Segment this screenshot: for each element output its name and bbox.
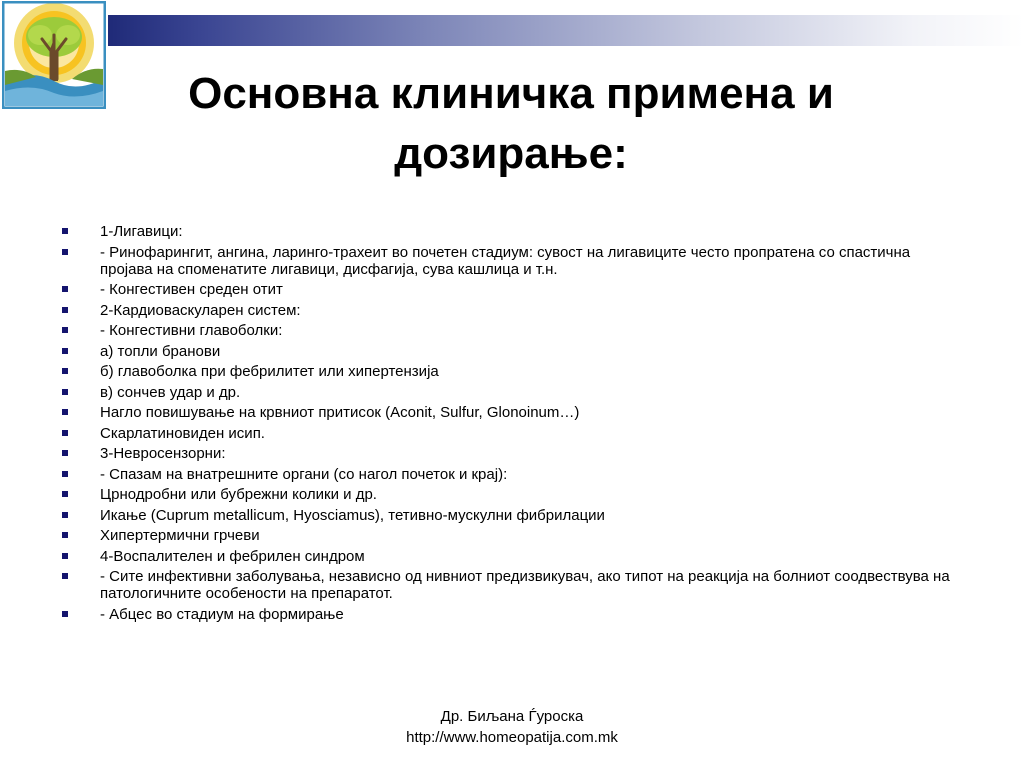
square-bullet-icon bbox=[62, 286, 68, 292]
bullet-list bbox=[60, 223, 950, 626]
square-bullet-icon bbox=[62, 532, 68, 538]
bullet-item bbox=[60, 568, 950, 602]
bullet-item bbox=[60, 466, 950, 483]
bullet-text: а) топли бранови bbox=[100, 342, 221, 360]
square-bullet-icon bbox=[62, 327, 68, 333]
slide-title-line-2: дозирање: bbox=[394, 129, 628, 178]
square-bullet-icon bbox=[62, 348, 68, 354]
bullet-item bbox=[60, 244, 950, 278]
bullet-text: 2-Кардиоваскуларен систем: bbox=[100, 301, 301, 319]
bullet-text: - Абцес во стадиум на формирање bbox=[100, 605, 344, 623]
square-bullet-icon bbox=[62, 553, 68, 559]
slide-title bbox=[110, 64, 912, 184]
bullet-item bbox=[60, 322, 950, 339]
footer-url: http://www.homeopatija.com.mk bbox=[406, 729, 618, 746]
square-bullet-icon bbox=[62, 512, 68, 518]
square-bullet-icon bbox=[62, 471, 68, 477]
bullet-item bbox=[60, 281, 950, 298]
bullet-text: Скарлатиновиден исип. bbox=[100, 424, 265, 442]
header-gradient-bar bbox=[108, 15, 1024, 46]
square-bullet-icon bbox=[62, 389, 68, 395]
square-bullet-icon bbox=[62, 611, 68, 617]
bullet-text: Нагло повишување на крвниот притисок (Aconit, Sulfur, Glonoinum…) bbox=[100, 404, 580, 421]
bullet-item bbox=[60, 507, 950, 524]
square-bullet-icon bbox=[62, 249, 68, 255]
bullet-text: Икање (Cuprum metallicum, Hyosciamus), тетивно-мускулни фибрилации bbox=[100, 506, 605, 524]
bullet-item bbox=[60, 445, 950, 462]
square-bullet-icon bbox=[62, 450, 68, 456]
bullet-text: - Конгестивни главоболки: bbox=[100, 322, 283, 339]
bullet-item bbox=[60, 486, 950, 503]
bullet-item bbox=[60, 343, 950, 360]
bullet-item bbox=[60, 425, 950, 442]
bullet-text: 4-Воспалителен и фебрилен синдром bbox=[100, 547, 365, 565]
tree-logo-icon bbox=[2, 1, 106, 109]
bullet-text: - Сите инфективни заболувања, независно од нивниот предизвикувач, ако типот на реакција на болниот соодвествува на патологичните особености на препаратот. bbox=[100, 568, 950, 602]
footer-author: Др. Биљана Ѓуроска bbox=[440, 708, 584, 725]
square-bullet-icon bbox=[62, 491, 68, 497]
square-bullet-icon bbox=[62, 430, 68, 436]
square-bullet-icon bbox=[62, 228, 68, 234]
bullet-item bbox=[60, 363, 950, 380]
bullet-text: Хипертермични грчеви bbox=[100, 527, 260, 544]
bullet-text: - Спазам на внатрешните органи (со нагол почеток и крај): bbox=[100, 465, 508, 483]
bullet-item bbox=[60, 223, 950, 240]
bullet-text: б) главоболка при фебрилитет или хипертензија bbox=[100, 363, 439, 380]
bullet-item bbox=[60, 527, 950, 544]
bullet-item bbox=[60, 384, 950, 401]
bullet-text: Црнодробни или бубрежни колики и др. bbox=[100, 486, 377, 503]
square-bullet-icon bbox=[62, 307, 68, 313]
square-bullet-icon bbox=[62, 409, 68, 415]
slide-footer bbox=[312, 706, 712, 748]
square-bullet-icon bbox=[62, 573, 68, 579]
square-bullet-icon bbox=[62, 368, 68, 374]
slide-title-line-1: Основна клиничка примена и bbox=[188, 69, 834, 118]
bullet-text: - Конгестивен среден отит bbox=[100, 281, 283, 298]
bullet-item bbox=[60, 302, 950, 319]
bullet-text: в) сончев удар и др. bbox=[100, 383, 241, 401]
bullet-text: 3-Невросензорни: bbox=[100, 445, 226, 462]
bullet-item bbox=[60, 606, 950, 623]
bullet-text: 1-Лигавици: bbox=[100, 223, 183, 240]
bullet-item bbox=[60, 548, 950, 565]
bullet-item bbox=[60, 404, 950, 421]
bullet-text: - Ринофарингит, ангина, ларинго-трахеит во почетен стадиум: сувост на лигавиците често пропратена со спастична пројава на споменатите лигавици, дисфагија, сува кашлица и т.н. bbox=[100, 243, 911, 278]
